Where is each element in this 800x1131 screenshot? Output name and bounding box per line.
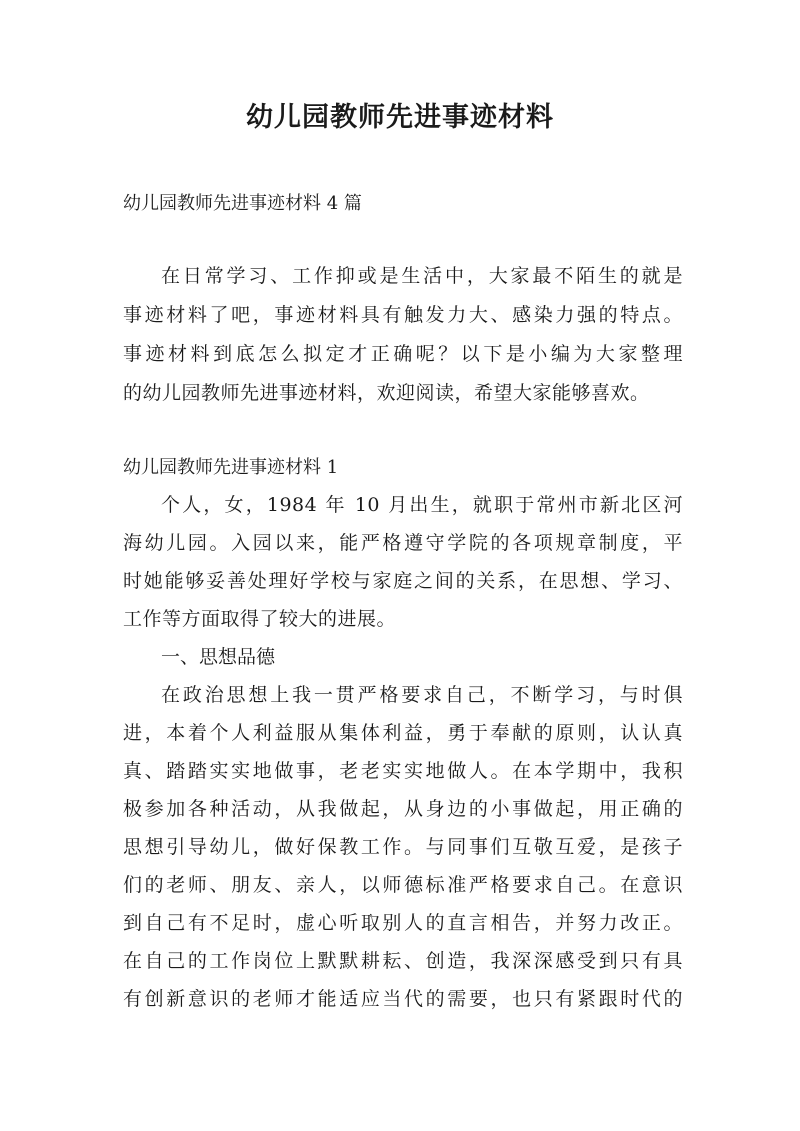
- intro-line-1: 在日常学习、工作抑或是生活中，大家最不陌生的就是: [161, 265, 683, 287]
- para2-line-1: 在政治思想上我一贯严格要求自己，不断学习，与时俱: [161, 684, 683, 706]
- para1-line-3: 时她能够妥善处理好学校与家庭之间的关系，在思想、学习、: [123, 570, 683, 592]
- section-heading: 一、思想品德: [161, 646, 276, 668]
- para2-line-9: 有创新意识的老师才能适应当代的需要，也只有紧跟时代的: [123, 988, 683, 1010]
- document-title: 幼儿园教师先进事迹材料: [246, 102, 554, 133]
- para2-line-3: 真、踏踏实实地做事，老老实实地做人。在本学期中，我积: [123, 760, 683, 782]
- para2-line-7: 到自己有不足时，虚心听取别人的直言相告，并努力改正。: [123, 912, 683, 934]
- intro-line-2: 事迹材料了吧，事迹材料具有触发力大、感染力强的特点。: [123, 304, 683, 326]
- para1-line-2: 海幼儿园。入园以来，能严格遵守学院的各项规章制度，平: [123, 532, 683, 554]
- para1-line-1: 个人，女，1984 年 10 月出生，就职于常州市新北区河: [161, 494, 683, 516]
- para2-line-4: 极参加各种活动，从我做起，从身边的小事做起，用正确的: [123, 798, 683, 820]
- intro-line-4: 的幼儿园教师先进事迹材料，欢迎阅读，希望大家能够喜欢。: [123, 382, 650, 404]
- article-heading: 幼儿园教师先进事迹材料 1: [123, 457, 339, 478]
- para2-line-2: 进，本着个人利益服从集体利益，勇于奉献的原则，认认真: [123, 722, 683, 744]
- document-subtitle: 幼儿园教师先进事迹材料 4 篇: [123, 193, 362, 214]
- para2-line-5: 思想引导幼儿，做好保教工作。与同事们互敬互爱，是孩子: [123, 836, 683, 858]
- para2-line-6: 们的老师、朋友、亲人，以师德标准严格要求自己。在意识: [123, 874, 683, 896]
- para2-line-8: 在自己的工作岗位上默默耕耘、创造，我深深感受到只有具: [123, 950, 683, 972]
- intro-line-3: 事迹材料到底怎么拟定才正确呢？以下是小编为大家整理: [123, 343, 683, 365]
- para1-line-4: 工作等方面取得了较大的进展。: [123, 608, 397, 630]
